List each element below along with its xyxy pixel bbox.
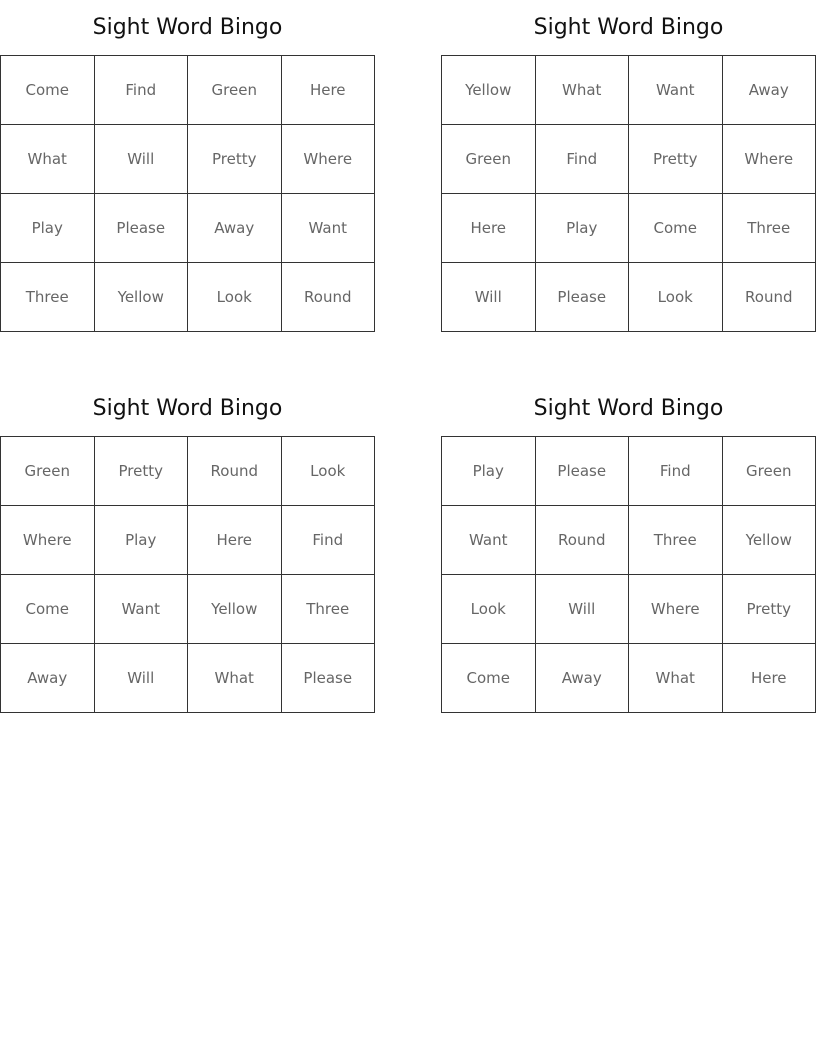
bingo-cell: Green xyxy=(722,437,816,506)
bingo-cell: Will xyxy=(94,125,188,194)
bingo-cell: Find xyxy=(281,506,375,575)
bingo-row xyxy=(1,437,375,506)
bingo-cell: Will xyxy=(94,644,188,713)
bingo-cell: Please xyxy=(94,194,188,263)
bingo-row xyxy=(1,125,375,194)
bingo-cell: Play xyxy=(535,194,629,263)
bingo-cell: Come xyxy=(442,644,536,713)
bingo-cell: What xyxy=(629,644,723,713)
bingo-cell: Pretty xyxy=(94,437,188,506)
bingo-row xyxy=(442,437,816,506)
bingo-cell: Will xyxy=(442,263,536,332)
bingo-cell: Round xyxy=(535,506,629,575)
bingo-cell: Look xyxy=(629,263,723,332)
bingo-cell: Round xyxy=(188,437,282,506)
card-title: Sight Word Bingo xyxy=(92,396,283,421)
bingo-row xyxy=(1,644,375,713)
bingo-cell: Want xyxy=(94,575,188,644)
bingo-cell: Yellow xyxy=(442,56,536,125)
bingo-cell: Look xyxy=(281,437,375,506)
bingo-cell: Green xyxy=(188,56,282,125)
bingo-cell: Three xyxy=(281,575,375,644)
bingo-cell: Want xyxy=(281,194,375,263)
bingo-cell: Round xyxy=(722,263,816,332)
bingo-cell: Yellow xyxy=(94,263,188,332)
bingo-row xyxy=(442,194,816,263)
bingo-cell: Where xyxy=(1,506,95,575)
bingo-row xyxy=(442,506,816,575)
bingo-cell: Please xyxy=(535,437,629,506)
bingo-row xyxy=(1,575,375,644)
bingo-cell: Yellow xyxy=(722,506,816,575)
bingo-row xyxy=(1,194,375,263)
bingo-cell: Look xyxy=(188,263,282,332)
bingo-cell: Play xyxy=(94,506,188,575)
bingo-cell: Yellow xyxy=(188,575,282,644)
bingo-cell: Find xyxy=(629,437,723,506)
bingo-cell: Round xyxy=(281,263,375,332)
bingo-cell: Pretty xyxy=(188,125,282,194)
bingo-cell: Come xyxy=(1,575,95,644)
bingo-card-1 xyxy=(0,0,375,332)
bingo-cell: Pretty xyxy=(722,575,816,644)
bingo-grid xyxy=(441,436,816,713)
bingo-cell: What xyxy=(535,56,629,125)
card-title: Sight Word Bingo xyxy=(92,15,283,40)
bingo-row xyxy=(442,644,816,713)
bingo-cell: What xyxy=(188,644,282,713)
bingo-cell: Come xyxy=(1,56,95,125)
bingo-cell: Green xyxy=(1,437,95,506)
bingo-card-4 xyxy=(441,381,816,713)
bingo-cell: Where xyxy=(722,125,816,194)
bingo-cell: Here xyxy=(442,194,536,263)
bingo-cell: Want xyxy=(442,506,536,575)
bingo-row xyxy=(1,263,375,332)
bingo-row xyxy=(442,125,816,194)
bingo-cell: Find xyxy=(535,125,629,194)
bingo-cell: Three xyxy=(722,194,816,263)
bingo-cell: Where xyxy=(629,575,723,644)
bingo-cell: Three xyxy=(629,506,723,575)
bingo-cell: Three xyxy=(1,263,95,332)
bingo-cell: Come xyxy=(629,194,723,263)
bingo-row xyxy=(1,56,375,125)
bingo-row xyxy=(1,506,375,575)
bingo-cell: Here xyxy=(188,506,282,575)
bingo-cell: Play xyxy=(442,437,536,506)
bingo-cell: Please xyxy=(281,644,375,713)
bingo-grid xyxy=(0,436,375,713)
bingo-row xyxy=(442,263,816,332)
bingo-cell: What xyxy=(1,125,95,194)
bingo-grid xyxy=(0,55,375,332)
bingo-card-3 xyxy=(0,381,375,713)
bingo-cell: Away xyxy=(1,644,95,713)
bingo-cell: Green xyxy=(442,125,536,194)
card-title: Sight Word Bingo xyxy=(533,396,724,421)
bingo-cell: Away xyxy=(535,644,629,713)
bingo-cell: Pretty xyxy=(629,125,723,194)
bingo-row xyxy=(442,575,816,644)
bingo-cell: Away xyxy=(188,194,282,263)
bingo-cell: Want xyxy=(629,56,723,125)
bingo-cell: Find xyxy=(94,56,188,125)
bingo-cell: Here xyxy=(722,644,816,713)
bingo-row xyxy=(442,56,816,125)
bingo-cell: Look xyxy=(442,575,536,644)
bingo-cell: Here xyxy=(281,56,375,125)
bingo-cell: Play xyxy=(1,194,95,263)
bingo-grid xyxy=(441,55,816,332)
bingo-card-2 xyxy=(441,0,816,332)
bingo-cell: Where xyxy=(281,125,375,194)
bingo-cell: Will xyxy=(535,575,629,644)
bingo-cell: Away xyxy=(722,56,816,125)
card-title: Sight Word Bingo xyxy=(533,15,724,40)
bingo-cell: Please xyxy=(535,263,629,332)
